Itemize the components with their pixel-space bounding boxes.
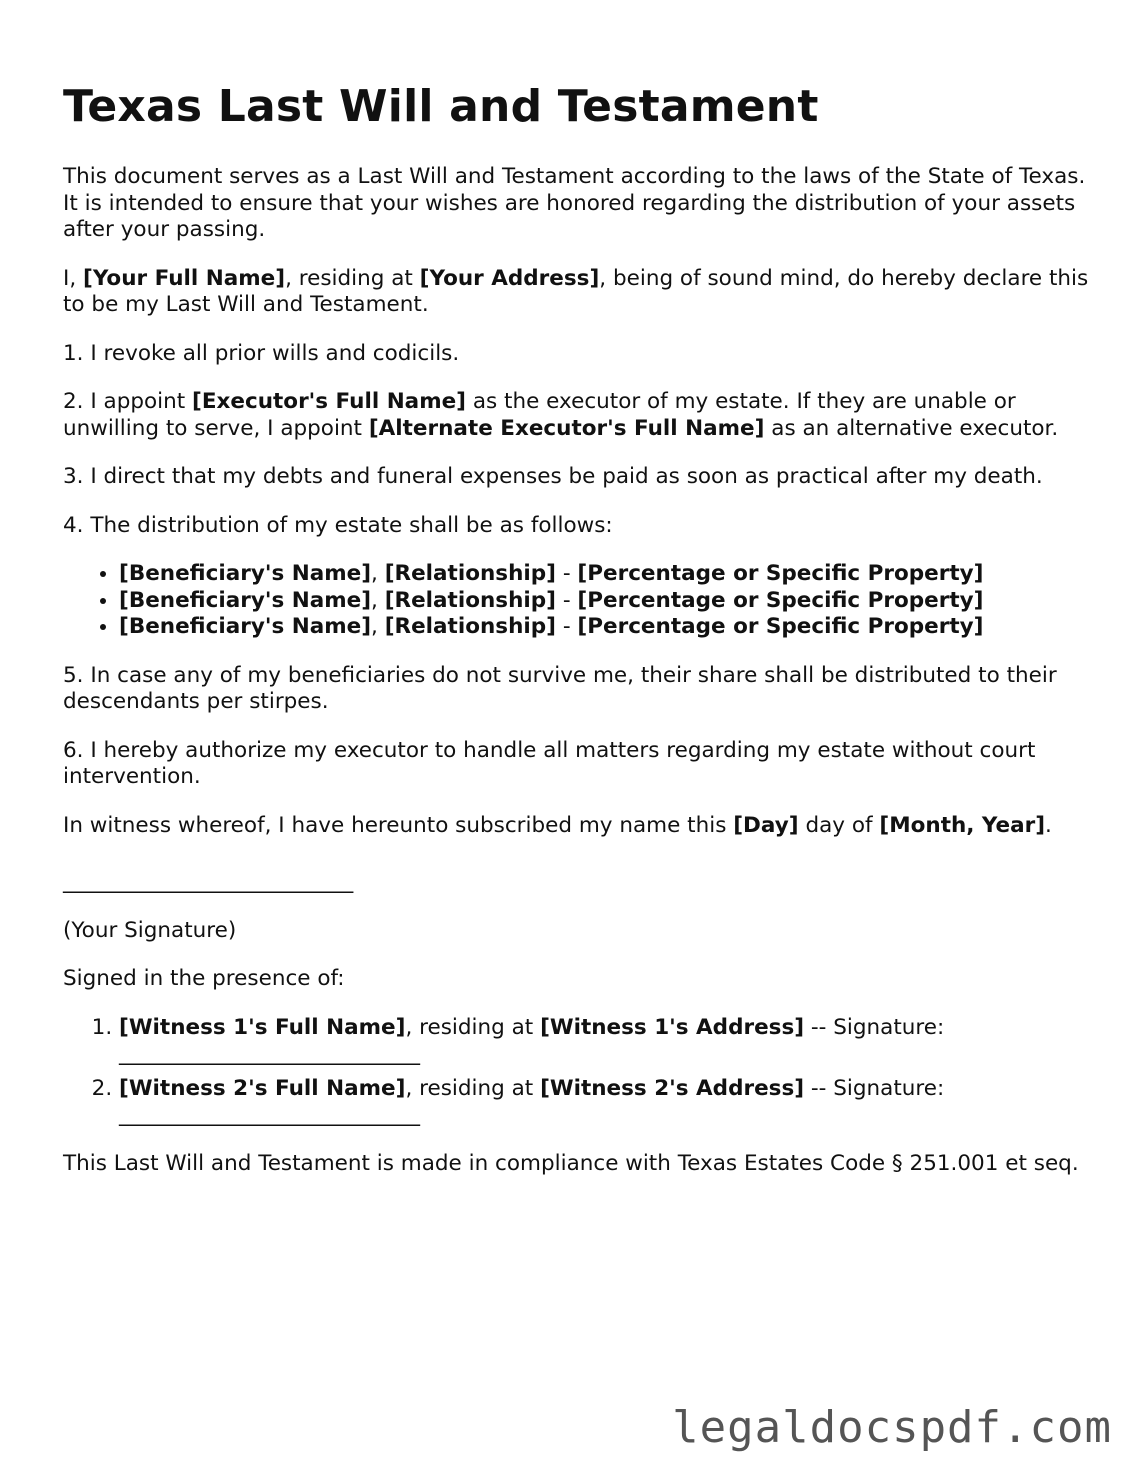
clause-6: 6. I hereby authorize my executor to handle all matters regarding my estate without court intervention.	[63, 737, 1036, 789]
testator-address-placeholder: [Your Address]	[419, 265, 600, 291]
clause-3: 3. I direct that my debts and funeral expenses be paid as soon as practical after my death.	[63, 464, 1043, 489]
witness-clause: In witness whereof, I have hereunto subscribed my name this [Day] day of [Month, Year].	[63, 812, 1052, 838]
declaration-paragraph: I, [Your Full Name], residing at [Your Address], being of sound mind, do hereby declare this to be my Last Will and Testament.	[63, 265, 1089, 317]
beneficiary-item: • [Beneficiary's Name], [Relationship] - [Percentage or Specific Property]	[119, 588, 1093, 615]
beneficiary-list	[63, 561, 1093, 641]
witness-signature-line: ____________________________	[119, 1041, 420, 1066]
day-placeholder: [Day]	[733, 812, 799, 838]
clause-4: 4. The distribution of my estate shall be as follows:	[63, 512, 613, 538]
compliance-note: This Last Will and Testament is made in compliance with Texas Estates Code § 251.001 et seq.	[63, 1150, 1079, 1176]
clause-2: 2. I appoint [Executor's Full Name] as the executor of my estate. If they are unable or unwilling to serve, I appoint [Alternate Executor's Full Name] as an alternative executor.	[63, 389, 1059, 441]
beneficiary-item: • [Beneficiary's Name], [Relationship] - [Percentage or Specific Property]	[119, 561, 1093, 588]
document-page	[63, 80, 1093, 1199]
watermark: legaldocspdf.com	[672, 1402, 1112, 1453]
presence-label: Signed in the presence of:	[63, 966, 345, 991]
month-year-placeholder: [Month, Year]	[879, 812, 1046, 838]
signature-line: ___________________________	[63, 869, 354, 894]
witness-signature-line: ____________________________	[119, 1102, 420, 1127]
witness-list	[63, 1015, 1093, 1129]
witness-item: 1. [Witness 1's Full Name], residing at [Witness 1's Address] -- Signature: ____________________________	[119, 1015, 1093, 1068]
beneficiary-item: • [Beneficiary's Name], [Relationship] - [Percentage or Specific Property]	[119, 614, 1093, 641]
witness-item: 2. [Witness 2's Full Name], residing at [Witness 2's Address] -- Signature: ____________________________	[119, 1076, 1093, 1129]
alternate-executor-placeholder: [Alternate Executor's Full Name]	[368, 415, 765, 441]
intro-paragraph: This document serves as a Last Will and Testament according to the laws of the State of Texas. It is intended to ensure that your wishes are honored regarding the distribution of your assets after your passing.	[63, 164, 1086, 242]
document-title: Texas Last Will and Testament	[63, 81, 819, 132]
testator-name-placeholder: [Your Full Name]	[83, 265, 286, 291]
executor-name-placeholder: [Executor's Full Name]	[192, 389, 467, 414]
clause-1: 1. I revoke all prior wills and codicils.	[63, 340, 460, 366]
clause-5: 5. In case any of my beneficiaries do not survive me, their share shall be distributed to their descendants per stirpes.	[63, 662, 1057, 714]
signature-label: (Your Signature)	[63, 917, 237, 943]
